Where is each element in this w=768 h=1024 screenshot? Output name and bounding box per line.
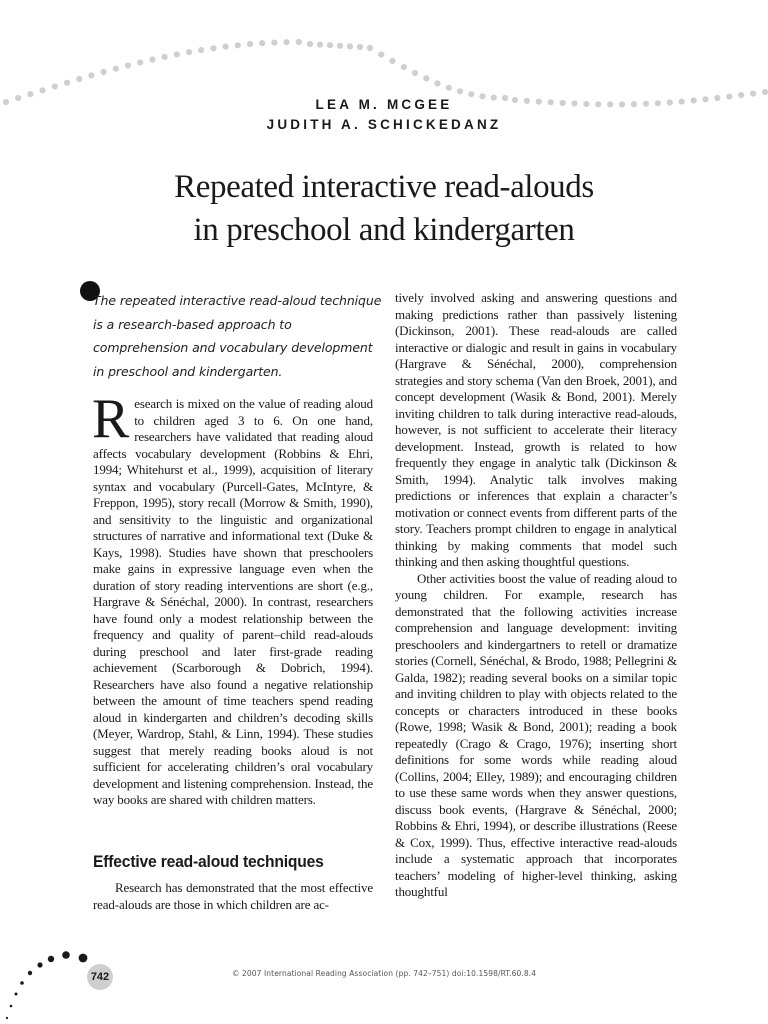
decorative-dot <box>367 45 373 51</box>
decorative-dot <box>271 40 277 46</box>
decorative-dot <box>113 66 119 72</box>
decorative-dot <box>223 44 229 50</box>
body-paragraph: tively involved asking and answering questions and making predictions rather than passively listening (Dickinson, 2001). These read-alouds are called interactive or dialogic and result in gains in vocabulary (Hargrave & Sénéchal, 2000), comprehension strategies and story schema (Van den Broek, 2001), and concept development (Wasik & Bond, 2001). Merely inviting children to talk during interactive read-alouds, however, is not sufficient to accelerate their literacy development. Instead, growth is related to how frequently they engage in analytic talk (Dickinson & Smith, 1994). Analytic talk involves making predictions or inferences that explain a character’s motivation or connect events from different parts of the story. Teachers prompt children to engage in analytical thinking by making comments that model such thinking and then asking thoughtful questions. <box>395 290 677 569</box>
body-paragraph: Research has demonstrated that the most effective read-alouds are those in which children are ac- <box>93 880 373 912</box>
decorative-dot <box>48 956 54 962</box>
title-line: Repeated interactive read-alouds <box>174 169 594 205</box>
decorative-dot <box>412 70 418 76</box>
decorative-dot <box>247 41 253 47</box>
decorative-dot <box>149 57 155 63</box>
decorative-dot <box>137 59 143 65</box>
author-name: LEA M. MCGEE <box>315 97 453 112</box>
right-column <box>395 290 677 901</box>
section-heading: Effective read-aloud techniques <box>93 852 324 871</box>
decorative-dot <box>37 962 42 967</box>
decorative-dot <box>307 41 313 47</box>
decorative-dot <box>20 981 24 985</box>
decorative-dot <box>62 951 70 959</box>
decorative-dot <box>259 40 265 46</box>
left-column-continued <box>93 880 373 913</box>
decorative-dot <box>327 42 333 48</box>
decorative-dot <box>389 58 395 64</box>
drop-cap: R <box>92 388 130 450</box>
decorative-dot <box>101 69 107 75</box>
page-number: 742 <box>87 964 113 990</box>
decorative-dot <box>347 43 353 49</box>
decorative-dot <box>162 54 168 60</box>
left-column <box>92 388 373 809</box>
abstract: The repeated interactive read-aloud technique is a research-based approach to comprehension and vocabulary development in preschool and kindergarten. <box>93 293 382 379</box>
decorative-dot <box>15 993 18 996</box>
article-title <box>0 166 768 252</box>
decorative-dot <box>10 1005 13 1008</box>
paragraph-text: esearch is mixed on the value of reading aloud to children aged 3 to 6. On one hand, researchers have validated that reading aloud affects vocabulary development (Robbins & Ehri, 1994; Whitehurst et al., 1999), acquisition of literary syntax and vocabulary (Purcell-Gates, McIntyre, & Freppon, 1995), story recall (Morrow & Smith, 1990), and sensitivity to the linguistic and organizational structures of narrative and informational text (Duke & Kays, 1998). Studies have shown that preschoolers make gains in expressive language even when the duration of story reading interventions are short (e.g., Hargrave & Sénéchal, 2000). In contrast, researchers have found only a modest relationship between the frequency and quality of parent–child read-alouds during preschool and later first-grade reading achievement (Scarborough & Dobrich, 1994). Researchers have also found a negative relationship between the amount of time teachers spend reading aloud in kindergarten and children’s decoding skills (Meyer, Wardrop, Stahl, & Linn, 1994). These studies suggest that merely reading books aloud is not sufficient for accelerating children’s oral vocabulary development and listening comprehension. Instead, the way books are shared with children matters. <box>93 396 373 807</box>
decorative-dot <box>317 42 323 48</box>
decorative-dot <box>88 72 94 78</box>
decorative-dot <box>401 64 407 70</box>
decorative-dot <box>76 76 82 82</box>
footer-citation: © 2007 International Reading Association (pp. 742–751) doi:10.1598/RT.60.8.4 <box>231 969 537 978</box>
decorative-dot <box>52 83 58 89</box>
decorative-dot <box>64 80 70 86</box>
decorative-dot <box>6 1017 8 1019</box>
decorative-dot <box>210 45 216 51</box>
decorative-dot <box>198 47 204 53</box>
author-name: JUDITH A. SCHICKEDANZ <box>266 117 502 132</box>
decorative-dot <box>40 87 46 93</box>
body-paragraph <box>92 388 373 809</box>
decorative-dot <box>235 42 241 48</box>
decorative-dot <box>186 49 192 55</box>
decorative-dot <box>378 51 384 57</box>
decorative-dot <box>174 51 180 57</box>
title-line: in preschool and kindergarten <box>193 212 575 248</box>
decorative-dot <box>446 85 452 91</box>
decorative-dot <box>125 62 131 68</box>
decorative-dot <box>284 39 290 45</box>
decorative-dot <box>79 954 88 963</box>
body-paragraph: Other activities boost the value of reading aloud to young children. For example, research has demonstrated that the following activities increase comprehension and language development: inviting preschoolers and kindergartners to retell or dramatize stories (Cornell, Sénéchal, & Brodo, 1988; Pellegrini & Galda, 1982); reading several books on a similar topic and inviting children to play with objects related to the concepts or characters introduced in these books (Rowe, 1998; Wasik & Bond, 2001); reading a book repeatedly (Crago & Crago, 1976); inserting short definitions for some words while reading aloud (Collins, 2004; Elley, 1989); and encouraging children to use these same words when they answer questions, discuss book events, (Hargrave & Sénéchal, 2000; Robbins & Ehri, 1994), or describe illustrations (Reese & Cox, 1999). Thus, effective interactive read-alouds include a systematic approach that incorporates teachers’ modeling of higher-level thinking, asking thoughtful <box>395 570 677 899</box>
decorative-dot <box>457 88 463 94</box>
decorative-dot <box>423 75 429 81</box>
decorative-dot <box>434 80 440 86</box>
decorative-dot <box>337 43 343 49</box>
decorative-dot <box>296 39 302 45</box>
decorative-dot <box>357 44 363 50</box>
author-list <box>0 95 768 135</box>
